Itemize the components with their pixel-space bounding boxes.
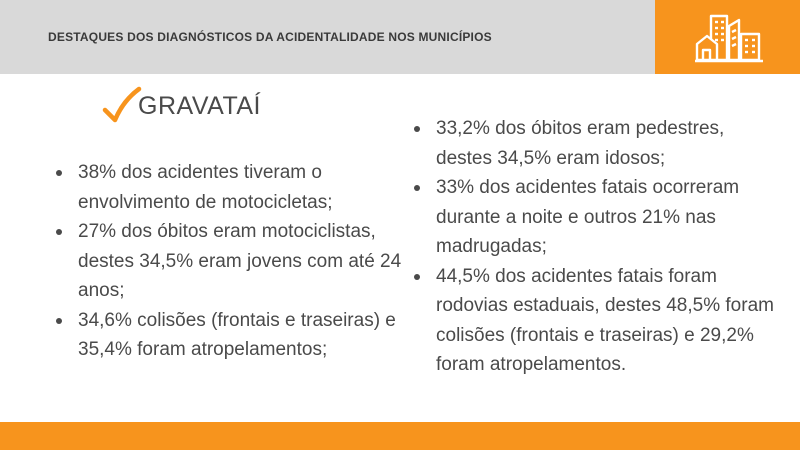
list-item xyxy=(410,262,785,380)
header-bar xyxy=(0,0,655,74)
bullet-icon xyxy=(414,274,420,280)
bullet-icon xyxy=(56,170,62,176)
logo-box xyxy=(655,0,800,74)
bullet-icon xyxy=(414,126,420,132)
left-bullet-list xyxy=(52,158,402,365)
city-buildings-icon xyxy=(695,12,765,64)
list-item-text: 44,5% dos acidentes fatais foram rodovias estaduais, destes 48,5% foram colisões (frontais e traseiras) e 29,2% foram atropelamentos. xyxy=(436,265,774,375)
list-item xyxy=(410,173,785,262)
list-item xyxy=(52,306,402,365)
checkmark-icon xyxy=(102,86,142,126)
list-item xyxy=(410,114,785,173)
list-item xyxy=(52,158,402,217)
list-item-text: 33% dos acidentes fatais ocorreram durante a noite e outros 21% nas madrugadas; xyxy=(436,177,740,257)
list-item-text: 38% dos acidentes tiveram o envolvimento de motocicletas; xyxy=(78,162,333,213)
list-item-text: 34,6% colisões (frontais e traseiras) e 35,4% foram atropelamentos; xyxy=(78,309,396,360)
footer-bar xyxy=(0,422,800,450)
list-item-text: 33,2% dos óbitos eram pedestres, destes 34,5% eram idosos; xyxy=(436,118,725,169)
bullet-icon xyxy=(56,318,62,324)
city-heading xyxy=(102,86,261,126)
bullet-icon xyxy=(414,185,420,191)
list-item-text: 27% dos óbitos eram motociclistas, destes 34,5% eram jovens com até 24 anos; xyxy=(78,221,402,301)
list-item xyxy=(52,217,402,306)
page-title: DESTAQUES DOS DIAGNÓSTICOS DA ACIDENTALIDADE NOS MUNICÍPIOS xyxy=(48,30,492,44)
right-bullet-list xyxy=(410,114,785,380)
bullet-icon xyxy=(56,229,62,235)
city-name: GRAVATAÍ xyxy=(138,92,261,120)
